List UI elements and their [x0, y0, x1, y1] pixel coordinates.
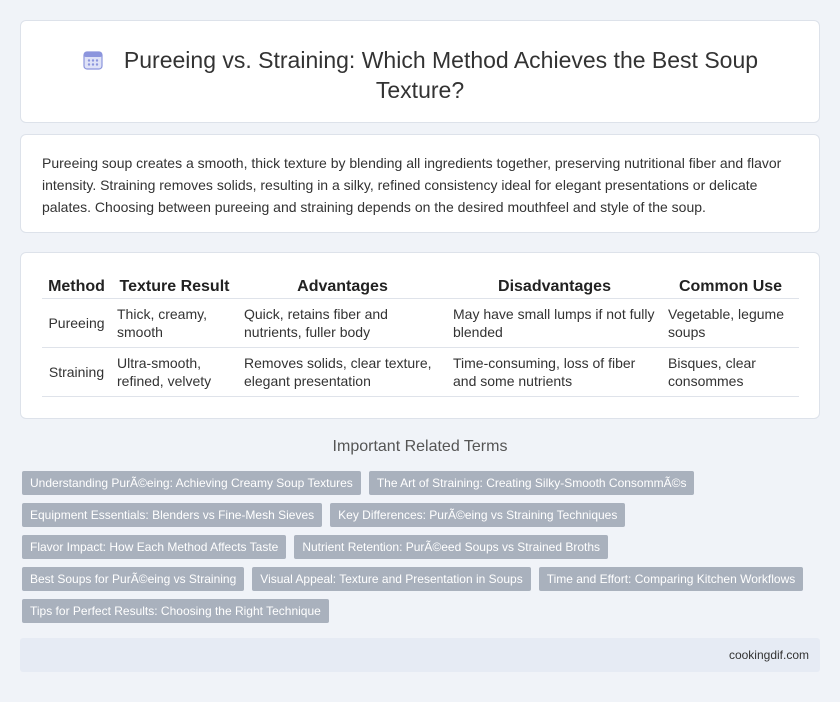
related-term-tag[interactable]: Equipment Essentials: Blenders vs Fine-Mesh Sieves: [22, 503, 322, 527]
tag-row: [22, 503, 812, 527]
table-header-cell: Texture Result: [111, 274, 238, 298]
related-terms-heading: Important Related Terms: [332, 438, 508, 455]
related-term-tag[interactable]: Nutrient Retention: PurÃ©eed Soups vs Strained Broths: [294, 535, 608, 559]
table-cell: Bisques, clear consommes: [662, 347, 799, 396]
page-title: Pureeing vs. Straining: Which Method Achieves the Best Soup Texture?: [123, 47, 759, 103]
table-cell: Time-consuming, loss of fiber and some nutrients: [447, 347, 662, 396]
table-cell: Vegetable, legume soups: [662, 298, 799, 347]
table-cell-method: Straining: [42, 347, 111, 396]
intro-paragraph: Pureeing soup creates a smooth, thick texture by blending all ingredients together, preserving nutritional fiber and flavor intensity. Straining removes solids, resulting in a silky, refined consistency ideal for elegant presentations or delicate palates. Choosing between pureeing and straining depends on the desired mouthfeel and style of the soup.: [42, 155, 782, 215]
table-header-cell: Method: [42, 274, 111, 298]
table-cell-method: Pureeing: [42, 298, 111, 347]
table-cell: Removes solids, clear texture, elegant presentation: [238, 347, 447, 396]
related-term-tag[interactable]: Tips for Perfect Results: Choosing the Right Technique: [22, 599, 329, 623]
page-title-wrap: [21, 45, 819, 105]
related-term-tag[interactable]: Time and Effort: Comparing Kitchen Workflows: [539, 567, 804, 591]
tag-row: [22, 471, 812, 495]
table-header-cell: Advantages: [238, 274, 447, 298]
related-term-tag[interactable]: Flavor Impact: How Each Method Affects Taste: [22, 535, 286, 559]
comparison-table-card: [20, 252, 820, 419]
related-term-tag[interactable]: Key Differences: PurÃ©eing vs Straining Techniques: [330, 503, 625, 527]
comparison-table: [42, 274, 799, 397]
tag-row: [22, 535, 812, 559]
intro-card: [20, 134, 820, 233]
tag-row: [22, 599, 812, 623]
table-header-cell: Disadvantages: [447, 274, 662, 298]
table-header-row: [42, 274, 799, 298]
tag-row: [22, 567, 812, 591]
footer-site-name[interactable]: cookingdif.com: [728, 648, 809, 662]
table-cell: Thick, creamy, smooth: [111, 298, 238, 347]
related-term-tag[interactable]: Best Soups for PurÃ©eing vs Straining: [22, 567, 244, 591]
table-cell: Quick, retains fiber and nutrients, fuller body: [238, 298, 447, 347]
calendar-icon: [82, 49, 104, 71]
related-term-tag[interactable]: The Art of Straining: Creating Silky-Smooth ConsommÃ©s: [369, 471, 695, 495]
table-header-cell: Common Use: [662, 274, 799, 298]
related-term-tag[interactable]: Understanding PurÃ©eing: Achieving Creamy Soup Textures: [22, 471, 361, 495]
related-terms-list: [22, 471, 812, 631]
title-card: [20, 20, 820, 123]
footer: [20, 638, 820, 672]
related-term-tag[interactable]: Visual Appeal: Texture and Presentation in Soups: [252, 567, 530, 591]
table-row: [42, 298, 799, 347]
table-cell: May have small lumps if not fully blended: [447, 298, 662, 347]
table-row: [42, 347, 799, 396]
table-cell: Ultra-smooth, refined, velvety: [111, 347, 238, 396]
